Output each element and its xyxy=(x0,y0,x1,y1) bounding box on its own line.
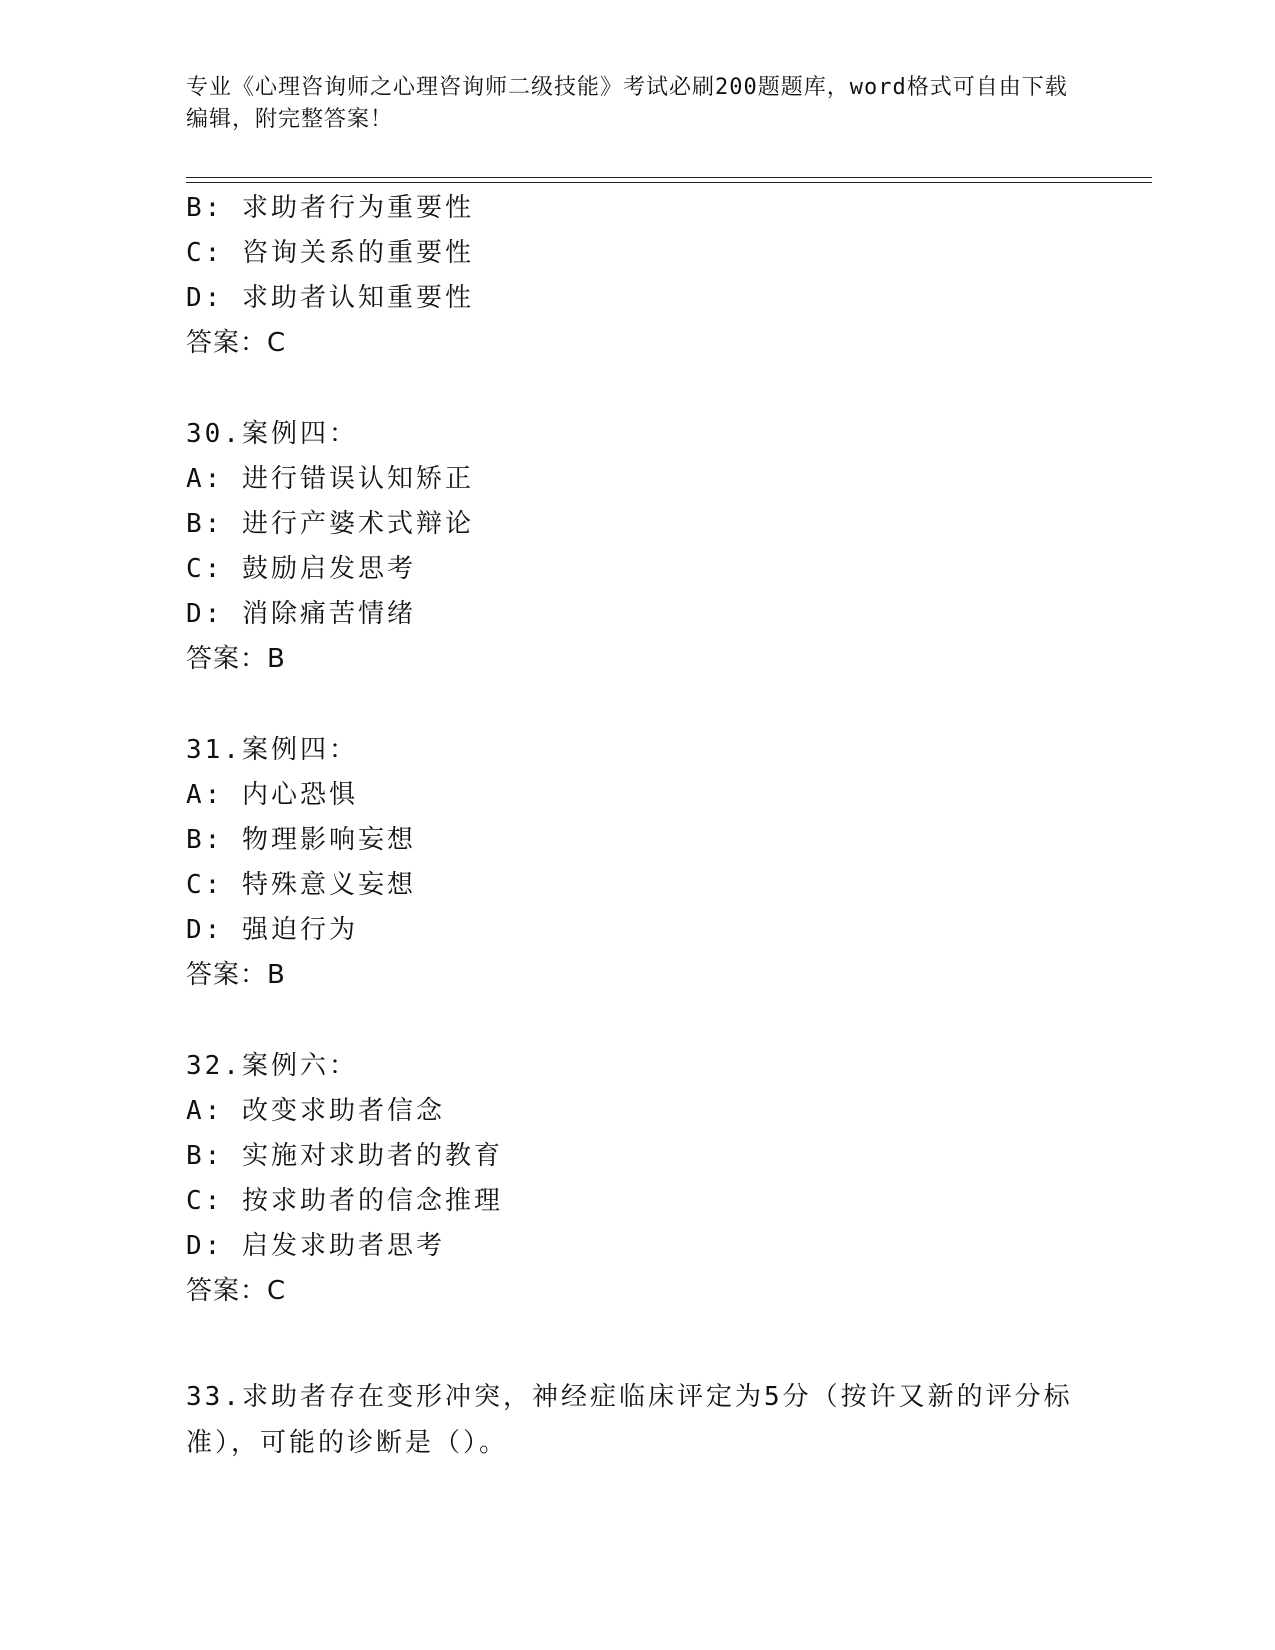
q31-option-b: B: 物理影响妄想 xyxy=(186,825,416,855)
q31-stem: 31.案例四： xyxy=(186,735,358,765)
q32-option-d: D: 启发求助者思考 xyxy=(186,1231,445,1261)
q29-option-d: D: 求助者认知重要性 xyxy=(186,283,474,313)
q33-stem: 33.求助者存在变形冲突，神经症临床评定为5分（按许又新的评分标准），可能的诊断是（）。 xyxy=(186,1382,1073,1458)
q30-option-a: A: 进行错误认知矫正 xyxy=(186,464,474,494)
q32-stem: 32.案例六： xyxy=(186,1051,358,1081)
q32-option-b: B: 实施对求助者的教育 xyxy=(186,1141,503,1171)
header-rule-bottom xyxy=(186,182,1152,183)
q32-option-c: C: 按求助者的信念推理 xyxy=(186,1186,503,1216)
q31-answer: 答案：B xyxy=(186,960,286,990)
document-header: 专业《心理咨询师之心理咨询师二级技能》考试必刷200题题库，word格式可自由下载编辑，附完整答案！ xyxy=(186,75,1068,132)
q30-option-d: D: 消除痛苦情绪 xyxy=(186,599,416,629)
header-rule-top xyxy=(186,177,1152,178)
q30-stem: 30.案例四： xyxy=(186,419,358,449)
q32-option-a: A: 改变求助者信念 xyxy=(186,1096,445,1126)
q31-option-d: D: 强迫行为 xyxy=(186,915,358,945)
q29-option-c: C: 咨询关系的重要性 xyxy=(186,238,474,268)
q30-option-c: C: 鼓励启发思考 xyxy=(186,554,416,584)
q30-answer: 答案：B xyxy=(186,644,286,674)
q32-answer: 答案：C xyxy=(186,1276,287,1306)
q29-answer: 答案：C xyxy=(186,328,287,358)
q30-option-b: B: 进行产婆术式辩论 xyxy=(186,509,474,539)
q31-option-c: C: 特殊意义妄想 xyxy=(186,870,416,900)
q29-option-b: B: 求助者行为重要性 xyxy=(186,193,474,223)
q31-option-a: A: 内心恐惧 xyxy=(186,780,358,810)
